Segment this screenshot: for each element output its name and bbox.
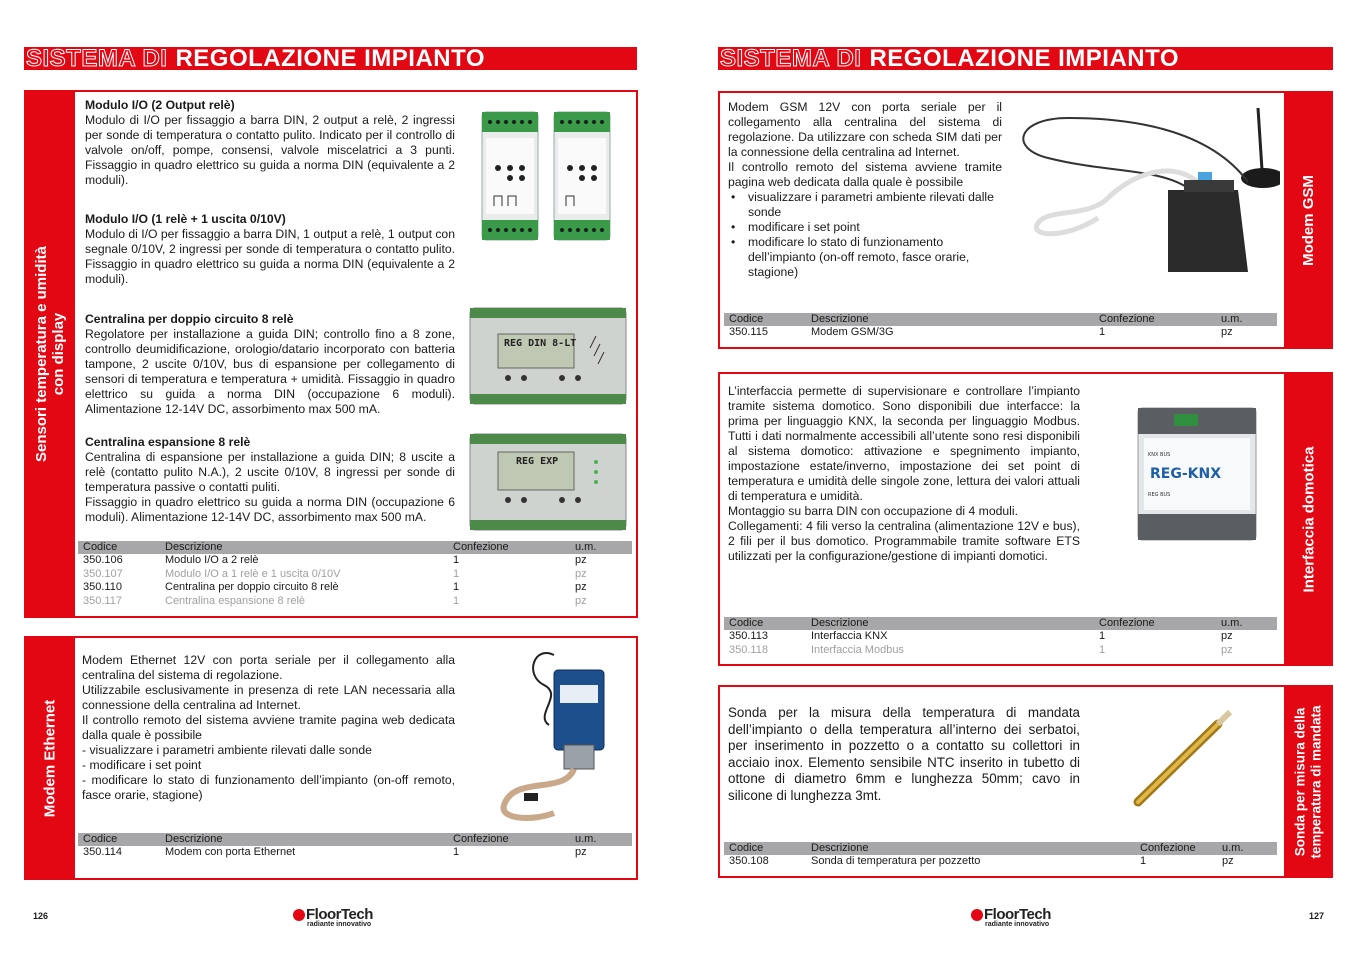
col-unit: u.m.: [1221, 312, 1243, 325]
table-header: [724, 842, 1277, 855]
cell-code: 350.106: [83, 554, 123, 567]
probe-description: [728, 705, 1080, 804]
brand-name: FloorTech: [984, 906, 1051, 923]
cell-unit: pz: [1221, 630, 1233, 643]
ethernet-product-table: [78, 833, 632, 860]
cell-desc: Centralina per doppio circuito 8 relè: [165, 581, 339, 594]
header-title-outline: SISTEMA DI: [26, 45, 168, 72]
cell-code: 350.114: [83, 846, 122, 859]
table-row: [724, 630, 1277, 644]
list-item: • modificare lo stato di funzionamento dell’impianto (on-off remoto, fasce orarie, stagione): [728, 235, 1002, 280]
page-number-right: 127: [1309, 911, 1325, 921]
cell-pack: 1: [1099, 630, 1106, 643]
cell-desc: Modem GSM/3G: [811, 326, 894, 339]
cell-pack: 1: [453, 567, 460, 580]
col-code: Codice: [729, 616, 764, 629]
gsm-description: [728, 100, 1002, 280]
cell-desc: Interfaccia Modbus: [811, 643, 904, 656]
col-code: Codice: [729, 841, 764, 854]
product-title: Modulo I/O (1 relè + 1 uscita 0/10V): [85, 212, 286, 226]
side-label-text: Interfaccia domotica: [1300, 446, 1318, 592]
brand-logo-left: [293, 906, 373, 928]
table-row: [78, 581, 632, 595]
cell-unit: pz: [575, 567, 587, 580]
col-unit: u.m.: [575, 540, 597, 553]
product-title: Modulo I/O (2 Output relè): [85, 98, 235, 112]
cell-desc: Modem con porta Ethernet: [165, 846, 296, 859]
ethernet-description: [82, 653, 455, 803]
header-title-outline: SISTEMA DI: [720, 45, 862, 72]
col-code: Codice: [83, 832, 118, 845]
cell-desc: Interfaccia KNX: [811, 630, 888, 643]
domotics-product-table: [724, 617, 1277, 657]
col-code: Codice: [729, 312, 764, 325]
desc-intro: Modem GSM 12V con porta seriale per il collegamento alla centralina del sistema di regolazione. Da utilizzare con scheda SIM dati per la connessione della centralina ad Internet.: [728, 100, 1002, 159]
side-label-line2: temperatura di mandata: [1308, 704, 1324, 859]
col-pack: Confezione: [1140, 841, 1196, 854]
ethernet-modem-photo: [494, 645, 624, 823]
table-header: [78, 541, 632, 554]
cell-unit: pz: [575, 594, 587, 607]
cell-code: 350.117: [83, 594, 122, 607]
expansion-controller-photo: [468, 432, 628, 532]
knx-bus-label: KNX BUS: [1148, 452, 1171, 458]
sensors-side-label: [24, 90, 75, 618]
cell-desc: Modulo I/O a 1 relè e 1 uscita 0/10V: [165, 567, 341, 580]
side-label-text: Modem Ethernet: [41, 699, 59, 817]
cell-pack: 1: [1140, 855, 1147, 868]
cell-unit: pz: [1221, 643, 1233, 656]
gsm-side-label: [1284, 91, 1333, 349]
cell-unit: pz: [575, 846, 587, 859]
cell-desc: Centralina espansione 8 relè: [165, 594, 306, 607]
cell-pack: 1: [1099, 643, 1106, 656]
table-row: [78, 846, 632, 860]
gsm-modem-photo: [1008, 98, 1280, 282]
header-title: REGOLAZIONE IMPIANTO: [869, 45, 1180, 72]
header-title: REGOLAZIONE IMPIANTO: [175, 45, 486, 72]
product-double-circuit: [85, 312, 455, 417]
list-item: • visualizzare i parametri ambiente rilevati dalle sonde: [728, 190, 1002, 220]
desc-mounting: Montaggio su barra DIN con occupazione di 4 moduli.: [728, 504, 1018, 518]
cell-pack: 1: [453, 846, 460, 859]
table-row: [724, 326, 1277, 340]
probe-side-label: [1284, 685, 1333, 878]
desc-line: Utilizzabile esclusivamente in presenza di rete LAN necessaria alla connessione della centralina ad Internet.: [82, 683, 455, 712]
product-title: Centralina espansione 8 relè: [85, 435, 251, 449]
brand-name: FloorTech: [306, 906, 373, 923]
desc-line: - modificare lo stato di funzionamento dell’impianto (on-off remoto, fasce orarie, stagione): [82, 773, 455, 802]
side-label-line1: Sonda per misura della: [1292, 707, 1308, 856]
io-module-photo: [476, 108, 616, 244]
col-pack: Confezione: [453, 540, 509, 553]
cell-code: 350.113: [729, 630, 768, 643]
cell-desc: Sonda di temperatura per pozzetto: [811, 855, 981, 868]
cell-unit: pz: [575, 581, 587, 594]
product-io-1relay: [85, 212, 455, 287]
side-label-text: Modem GSM: [1300, 174, 1317, 266]
knx-interface-photo: [1134, 404, 1260, 544]
table-header: [78, 833, 632, 846]
page-number-left: 126: [33, 911, 49, 921]
desc-connections: Collegamenti: 4 fili verso la centralina (alimentazione 12V e bus), 2 fili per il bus domotico. Programmabile tramite software ETS utilizzati per la configurazione/gestione di impianti domotici.: [728, 519, 1080, 563]
product-description: Centralina di espansione per installazione a guida DIN; 8 uscite a relè (contatto pulito N.A.), 2 uscite 0/10V, 8 ingressi per sonde di temperatura passive o contatti puliti.: [85, 450, 455, 494]
product-description-2: Fissaggio in quadro elettrico su guida a norma DIN (occupazione 6 moduli). Alimentazione 12-14V DC, assorbimento max 500 mA.: [85, 495, 455, 524]
col-desc: Descrizione: [811, 616, 869, 629]
desc-line: Modem Ethernet 12V con porta seriale per il collegamento alla centralina del sistema di regolazione.: [82, 653, 455, 682]
product-description: Modulo di I/O per fissaggio a barra DIN, 2 output a relè, 2 ingressi per sonde di temperatura o contatto pulito. Indicato per il controllo di valvole on/off, pompe, consensi, valvole miscelatrici a 3 punti. Fissaggio in quadro elettrico su guida a norma DIN (equivalente a 2 moduli).: [85, 113, 455, 187]
col-pack: Confezione: [1099, 616, 1155, 629]
domotics-side-label: [1284, 372, 1333, 666]
product-io-2relay: [85, 98, 455, 188]
temperature-probe-photo: [1124, 694, 1234, 814]
cell-pack: 1: [453, 594, 460, 607]
knx-brand-label: REG-KNX: [1150, 466, 1222, 482]
desc-main: L’interfaccia permette di supervisionare e controllare l’impianto tramite sistema domotico. Sono disponibili due interfacce: la prima per linguaggio KNX, la seconda per linguaggio Modbus. Tutti i dati normalmente accessibili all’utente sono resi disponibili al sistema domotico: attivazione e spegnimento impianto, impostazione estate/inverno, impostazione dei set point di temperatura e umidità delle singole zone, lettura dei valori attuali di temperatura e umidità.: [728, 384, 1080, 503]
probe-product-table: [724, 842, 1277, 869]
cell-unit: pz: [1222, 855, 1234, 868]
product-title: Centralina per doppio circuito 8 relè: [85, 312, 294, 326]
side-label-line2: con display: [49, 312, 67, 396]
table-row: [78, 595, 632, 609]
list-item: • modificare i set point: [728, 220, 1002, 235]
exp-device-label: REG EXP: [516, 456, 559, 467]
desc-main: Sonda per la misura della temperatura di mandata dell’impianto o della temperatura all’interno dei serbatoi, per inserimento in pozzetto o a contatto su collettori in acciaio inox. Elemento sensibile NTC inserito in tubetto di ottone di diametro 6mm e lunghezza 50mm; cavo in silicone di lunghezza 3mt.: [728, 705, 1080, 803]
col-pack: Confezione: [1099, 312, 1155, 325]
col-desc: Descrizione: [165, 540, 223, 553]
desc-line: Il controllo remoto del sistema avviene tramite pagina web dedicata dalla quale è possibile: [82, 713, 455, 742]
cell-unit: pz: [575, 554, 587, 567]
cell-desc: Modulo I/O a 2 relè: [165, 554, 259, 567]
brand-logo-right: [971, 906, 1051, 928]
domotics-description: [728, 384, 1080, 564]
cell-code: 350.108: [729, 855, 769, 868]
din-device-label: REG DIN 8-LT: [504, 338, 577, 349]
cell-code: 350.110: [83, 581, 122, 594]
col-desc: Descrizione: [811, 841, 869, 854]
feature-list: [728, 190, 1002, 280]
cell-unit: pz: [1221, 326, 1233, 339]
logo-dot-icon: [293, 909, 305, 921]
table-row: [78, 568, 632, 582]
brand-tagline: radiante innovativo: [985, 921, 1050, 928]
cell-pack: 1: [453, 554, 460, 567]
table-header: [724, 617, 1277, 630]
din-controller-photo: [468, 306, 628, 406]
col-unit: u.m.: [1222, 841, 1244, 854]
product-expansion: [85, 435, 455, 525]
col-pack: Confezione: [453, 832, 509, 845]
cell-pack: 1: [453, 581, 460, 594]
logo-dot-icon: [971, 909, 983, 921]
sensors-product-table: [78, 541, 632, 608]
table-row: [724, 855, 1277, 869]
cell-code: 350.107: [83, 567, 123, 580]
cell-code: 350.118: [729, 643, 768, 656]
product-description: Regolatore per installazione a guida DIN; controllo fino a 8 zone, controllo deumidificazione, orologio/datario incorporato con batteria tampone, 2 uscite 0/10V, bus di espansione per collegamento di sensori di temperatura e temperatura + umidità. Fissaggio in quadro elettrico su guida a norma DIN (occupazione 6 moduli). Alimentazione 12-14V DC, assorbimento max 500 mA.: [85, 327, 455, 416]
desc-line: - modificare i set point: [82, 758, 202, 772]
left-page-header: [24, 47, 637, 70]
cell-pack: 1: [1099, 326, 1106, 339]
gsm-product-table: [724, 313, 1277, 340]
right-page-header: [718, 47, 1333, 70]
col-desc: Descrizione: [811, 312, 869, 325]
reg-bus-label: REG BUS: [1148, 492, 1171, 498]
col-desc: Descrizione: [165, 832, 223, 845]
table-row: [724, 644, 1277, 658]
table-row: [78, 554, 632, 568]
ethernet-side-label: [24, 636, 75, 880]
table-header: [724, 313, 1277, 326]
brand-tagline: radiante innovativo: [307, 921, 372, 928]
col-unit: u.m.: [1221, 616, 1243, 629]
desc-line: - visualizzare i parametri ambiente rilevati dalle sonde: [82, 743, 372, 757]
col-unit: u.m.: [575, 832, 597, 845]
col-code: Codice: [83, 540, 118, 553]
product-description: Modulo di I/O per fissaggio a barra DIN, 1 output a relè, 1 output con segnale 0/10V, 2 ingressi per sonde di temperatura o contatto pulito. Fissaggio in quadro elettrico su guida a norma DIN (equivalente a 2 moduli).: [85, 227, 455, 286]
side-label-line1: Sensori temperatura e umidità: [32, 246, 50, 462]
cell-code: 350.115: [729, 326, 768, 339]
desc-intro-2: Il controllo remoto del sistema avviene tramite pagina web dedicata dalla quale è possibile: [728, 160, 1002, 189]
